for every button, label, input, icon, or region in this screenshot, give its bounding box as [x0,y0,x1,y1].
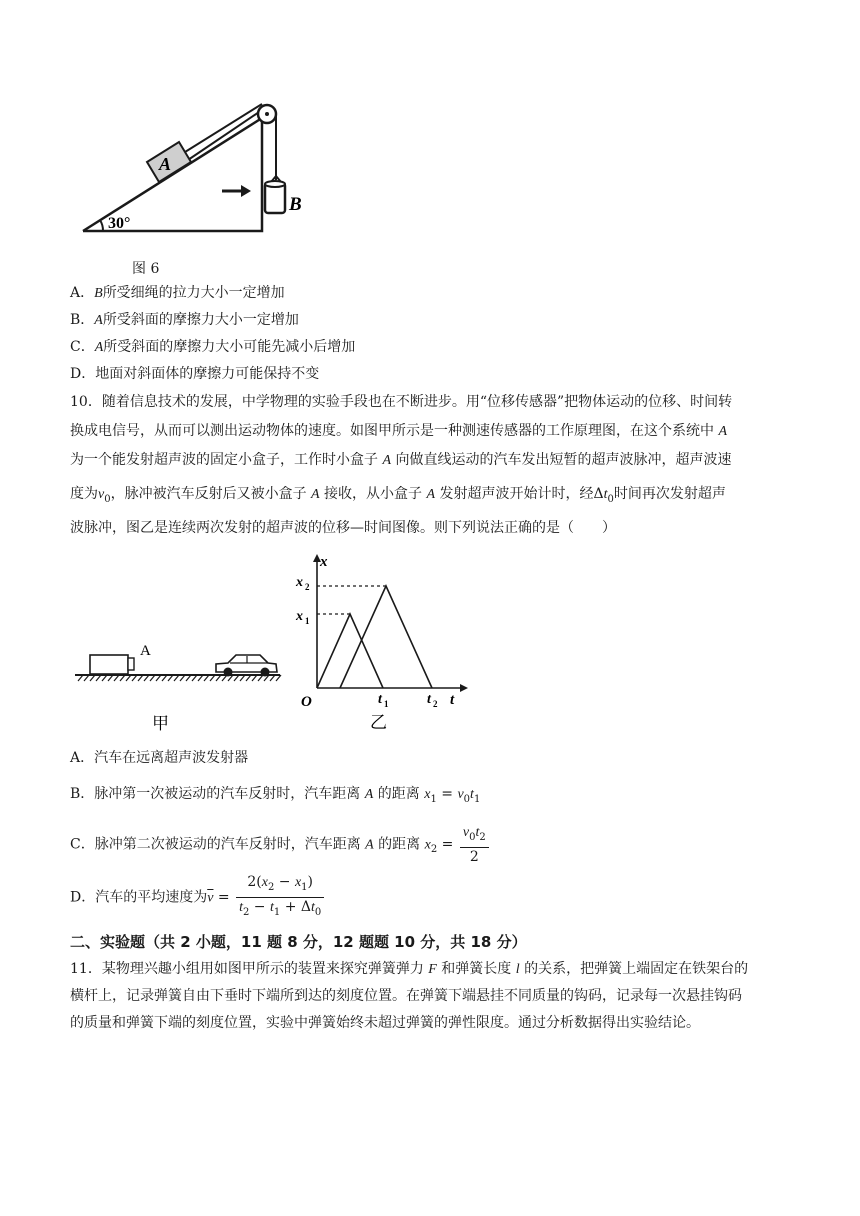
svg-text:x: x [296,575,303,590]
q10-stem-line-4: 度为$v_0$，脉冲被汽车反射后又被小盒子 A 接收，从小盒子 A 发射超声波开始计时，经$\Delta t_0$时间再次发射超声 [70,486,726,505]
svg-text:2: 2 [305,582,310,592]
figure-jia-sensor-diagram [70,635,290,735]
figure-yi-xt-graph [290,548,480,738]
q10-option-b[interactable]: B．脉冲第一次被运动的汽车反射时，汽车距离 A 的距离 $x_1 = v_0t_1$ [70,786,481,805]
t1-tick-label [378,692,389,709]
y-axis-label: x [320,554,328,570]
q11-line-2: 横杆上，记录弹簧自由下垂时下端所到达的刻度位置。在弹簧下端悬挂不同质量的钩码，记录每一次悬挂钩码 [70,988,742,1004]
q10-stem-line-1: 10．随着信息技术的发展，中学物理的实验手段也在不断进步。用“位移传感器”把物体运动的位移、时间转 [70,394,733,410]
q10-option-d[interactable]: D．汽车的平均速度为$\overline{v}$ = $\frac{2(x_2 - x_1)}{t_2 - t_1 + \Delta t_0}$ [70,873,326,922]
q9-option-d[interactable]: D．地面对斜面体的摩擦力可能保持不变 [70,366,320,382]
sensor-box-label: A [140,643,151,659]
push-arrow-icon [222,185,251,197]
svg-text:t: t [427,692,431,707]
q11-line-3: 的质量和弹簧下端的刻度位置，实验中弹簧始终未超过弹簧的弹性限度。通过分析数据得出实验结论。 [70,1015,700,1031]
angle-label: 30° [108,215,131,232]
sensor-box-a [90,643,151,674]
car-icon [216,655,277,677]
block-a-label: A [159,154,172,174]
q10-option-a[interactable]: A．汽车在远离超声波发射器 [70,750,249,766]
x2-tick-label [295,575,310,592]
q10-stem-line-3: 为一个能发射超声波的固定小盒子，工作时小盒子 A 向做直线运动的汽车发出短暂的超声波脉冲，超声波速 [70,452,732,468]
q9-option-b[interactable]: B．A所受斜面的摩擦力大小一定增加 [70,312,299,328]
q9-option-a[interactable]: A．B所受细绳的拉力大小一定增加 [70,285,285,301]
svg-text:1: 1 [305,616,310,626]
svg-text:x: x [296,609,303,624]
first-pulse-line [317,614,383,688]
t2-tick-label [427,692,438,709]
weight-b [265,176,302,215]
svg-text:1: 1 [384,699,389,709]
second-pulse-line [340,586,432,688]
figure-6-incline-diagram [75,100,315,240]
x-axis-label: t [450,692,455,708]
q10-stem-line-5: 波脉冲，图乙是连续两次发射的超声波的位移—时间图像。则下列说法正确的是（ ） [70,520,616,536]
q11-line-1: 11．某物理兴趣小组用如图甲所示的装置来探究弹簧弹力 F 和弹簧长度 l 的关系，把弹簧上端固定在铁架台的 [70,961,749,977]
x1-tick-label [295,609,310,626]
figure-yi-label: 乙 [370,713,387,732]
weight-b-label: B [289,194,302,215]
origin-label: O [301,694,312,710]
svg-text:t: t [378,692,382,707]
q10-stem-line-2: 换成电信号，从而可以测出运动物体的速度。如图甲所示是一种测速传感器的工作原理图，在这个系统中 A [70,423,728,439]
q9-option-c[interactable]: C．A所受斜面的摩擦力大小可能先减小后增加 [70,339,356,355]
figure-jia-label: 甲 [152,714,169,733]
section-2-title: 二、实验题（共 2 小题，11 题 8 分，12 题题 10 分，共 18 分） [70,933,527,951]
block-a [147,142,191,182]
svg-text:2: 2 [433,699,438,709]
q10-option-c[interactable]: C．脉冲第二次被运动的汽车反射时，汽车距离 A 的距离 $x_2$ = $\frac{v_0t_2}{2}$ [70,823,491,869]
figure-6-caption: 图 6 [132,261,160,277]
